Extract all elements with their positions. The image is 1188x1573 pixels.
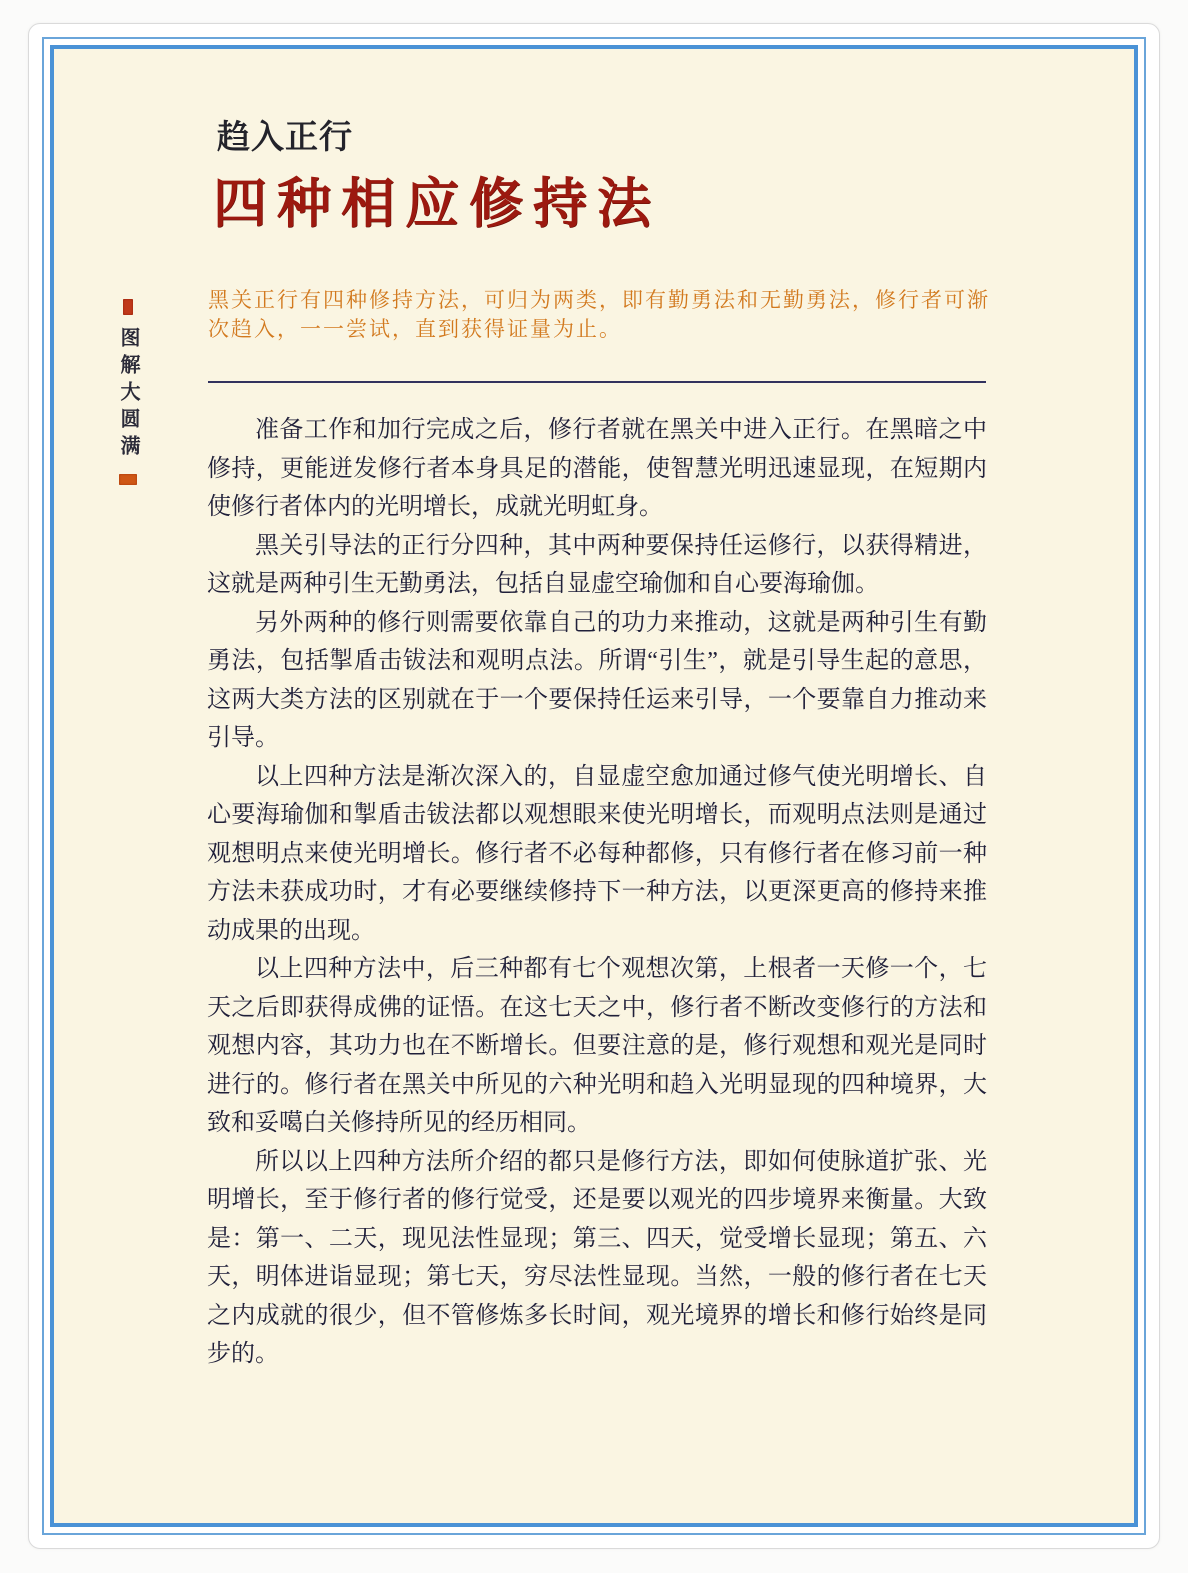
red-seal-stamp-icon-bottom bbox=[119, 474, 137, 485]
book-page-card bbox=[28, 23, 1160, 1549]
lead-line-2: 次趋入，一一尝试，直到获得证量为止。 bbox=[208, 317, 622, 341]
lead-paragraph bbox=[208, 286, 1008, 344]
body-paragraph: 黑关引导法的正行分四种，其中两种要保持任运修行，以获得精进，这就是两种引生无勤勇法，包括自显虚空瑜伽和自心要海瑜伽。 bbox=[207, 532, 987, 597]
body-paragraph: 以上四种方法中，后三种都有七个观想次第，上根者一天修一个，七天之后即获得成佛的证悟。在这七天之中，修行者不断改变修行的方法和观想内容，其功力也在不断增长。但要注意的是，修行观想和观光是同时进行的。修行者在黑关中所见的六种光明和趋入光明显现的四种境界，大致和妥噶白关修持所见的经历相同。 bbox=[207, 956, 987, 1136]
book-title-vertical: 图解大圆满 bbox=[117, 327, 139, 462]
chapter-kicker: 趋入正行 bbox=[217, 118, 353, 155]
lead-line-1: 黑关正行有四种修持方法，可归为两类，即有勤勇法和无勤勇法，修行者可渐 bbox=[208, 288, 990, 312]
body-text bbox=[207, 411, 987, 1374]
book-spine-label bbox=[106, 299, 150, 485]
body-paragraph: 另外两种的修行则需要依靠自己的功力来推动，这就是两种引生有勤勇法，包括掣盾击钹法和观明点法。所谓“引生”，就是引导生起的意思，这两大类方法的区别就在于一个要保持任运来引导，一个要靠自力推动来引导。 bbox=[207, 609, 987, 751]
border-frame-thick bbox=[50, 45, 1138, 1527]
section-divider bbox=[208, 381, 986, 383]
red-seal-stamp-icon-top bbox=[123, 299, 133, 315]
page-title: 四种相应修持法 bbox=[213, 174, 661, 234]
body-paragraph: 所以以上四种方法所介绍的都只是修行方法，即如何使脉道扩张、光明增长，至于修行者的修行觉受，还是要以观光的四步境界来衡量。大致是：第一、二天，现见法性显现；第三、四天，觉受增长显现；第五、六天，明体进诣显现；第七天，穷尽法性显现。当然，一般的修行者在七天之内成就的很少，但不管修炼多长时间，观光境界的增长和修行始终是同步的。 bbox=[207, 1148, 987, 1367]
border-frame-thin bbox=[42, 37, 1146, 1535]
page-content bbox=[54, 49, 1134, 1523]
body-paragraph: 以上四种方法是渐次深入的，自显虚空愈加通过修气使光明增长、自心要海瑜伽和掣盾击钹法都以观想眼来使光明增长，而观明点法则是通过观想明点来使光明增长。修行者不必每种都修，只有修行者在修习前一种方法未获成功时，才有必要继续修持下一种方法，以更深更高的修持来推动成果的出现。 bbox=[207, 763, 987, 944]
body-paragraph: 准备工作和加行完成之后，修行者就在黑关中进入正行。在黑暗之中修持，更能迸发修行者本身具足的潜能，使智慧光明迅速显现，在短期内使修行者体内的光明增长，成就光明虹身。 bbox=[207, 417, 987, 520]
